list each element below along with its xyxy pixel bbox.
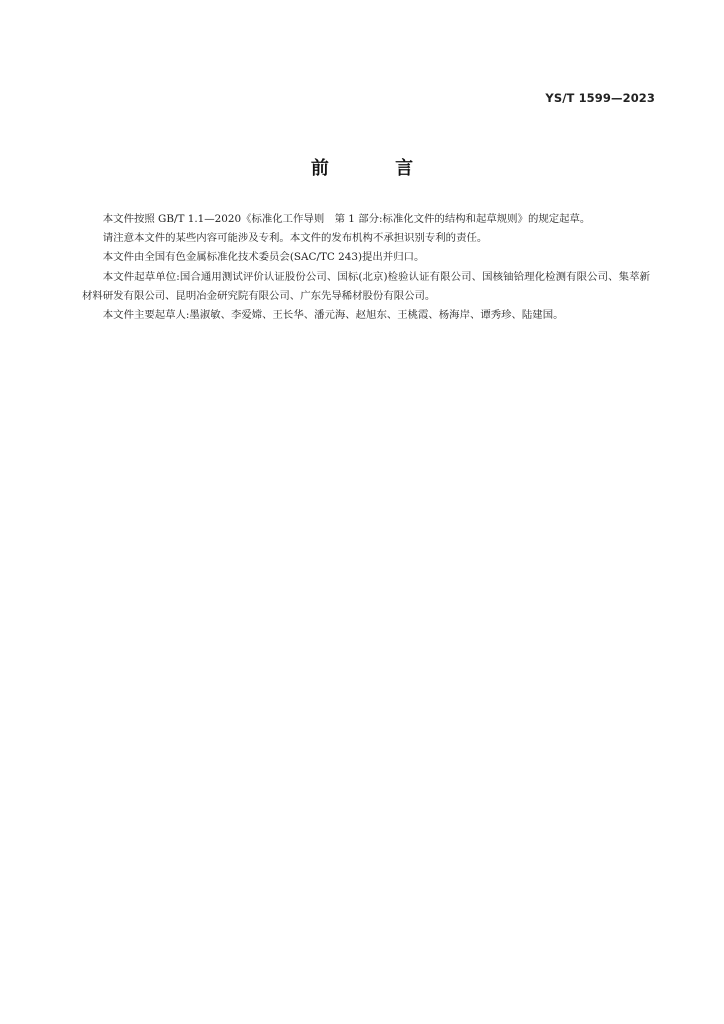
page-title: 前 言	[310, 158, 444, 179]
paragraph-drafting-units: 本文件起草单位:国合通用测试评价认证股份公司、国标(北京)检验认证有限公司、国核铀铪理化检测有限公司、集萃新材料研发有限公司、昆明冶金研究院有限公司、广东先导稀材股份有限公司。	[82, 270, 650, 302]
paragraph-drafting-rules: 本文件按照 GB/T 1.1—2020《标准化工作导则 第 1 部分:标准化文件的结构和起草规则》的规定起草。	[102, 213, 591, 225]
document-code: YS/T 1599—2023	[545, 91, 655, 105]
paragraph-main-drafters: 本文件主要起草人:墨淑敏、李爱嫦、王长华、潘元海、赵旭东、王桃霞、杨海岸、谭秀珍、陆建国。	[102, 309, 564, 322]
foreword-body	[82, 210, 650, 325]
paragraph-patent-notice: 请注意本文件的某些内容可能涉及专利。本文件的发布机构不承担识别专利的责任。	[102, 232, 488, 245]
paragraph-proposer: 本文件由全国有色金属标准化技术委员会(SAC/TC 243)提出并归口。	[102, 251, 425, 264]
